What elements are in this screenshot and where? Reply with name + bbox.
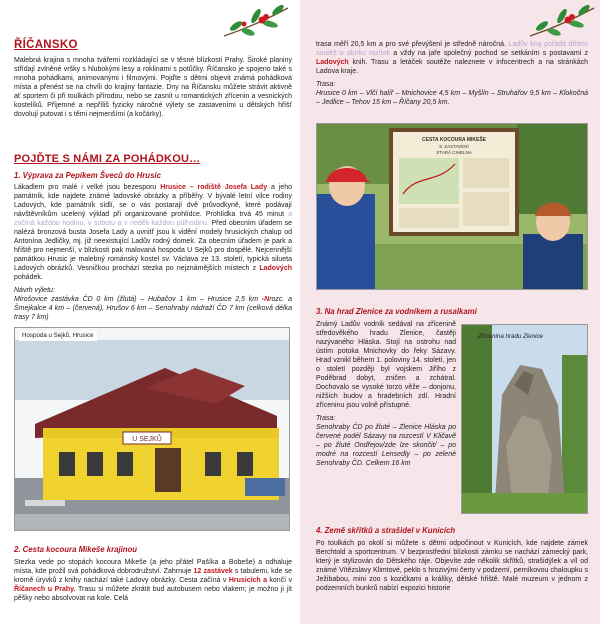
section-1-heading: 1. Výprava za Pepíkem Šveců do Hrusic: [14, 171, 161, 180]
intro-paragraph: Malebná krajina s mnoha tvářemi rozkládající se v těsné blízkosti Prahy. Široké planiny střídají zvlněné vršky s hlubokými lesy a roklinami s potůčky. Říčansko je spojeno také s mnoha pohádkami, animovanými i filmovými. Pojďte s dětmi objevit známá pohádková místa a přenést se na chvíli do krajiny fantazie. Dny na Říčansku můžete strávit aktivně ať sportem či při toulkách přírodou, nebo se zasnít u romantických zřícenin a vesnických kostelíků. Příjemné a nepříliš fyzicky náročné výlety se zastaveními u dětských hřišť dovolují putovat i s těmi nejmenšími (a kočárky).: [14, 57, 292, 119]
photo-zlenice: [461, 324, 588, 514]
section-1: [14, 171, 292, 322]
section-1-text: Lákadlem pro malé i velké jsou bezesporu Hrusice – rodiště Josefa Lady a jeho památník, kde najdete známé ladovské obrázky a příběhy. V bývalé letní vilce rodiny Ladových, kde památník sídlí, se o vás postarají dvě průvodkyně, které podávají návštěvníkům ucelený výklad při organizované prohlídce. Prohlídka trvá 45 minut a začíná každou hodinu, v sobotu a v neděli každou půlhodinu. Před obecním úřadem se nalézá bronzová busta Josefa Lady a uvnitř jsou k vidění modely hrusických chalup od Antonína Jedličky, mj. již neexistující Ladův rodný domek. Za obecním úřadem je park a hřiště pro nejmenší, v blízkosti pak malovaná hospoda U Sejků pro dospělé. Nejcennější památkou Hrusic je malebný románský kostel sv. Václava ze 13. století, typická silueta Ladových obrázků. Vesničkou prochází stezka po nejznámějších místech z Ladových pohádek.: [14, 184, 293, 282]
photo2-sign-sub: 8. ZASTAVENÍ: [439, 144, 469, 149]
section-3-route-label: Trasa:: [316, 415, 336, 423]
section-4-heading: 4. Země skřítků a strašidel v Kunicích: [316, 526, 456, 535]
photo-mikes-sign: [316, 123, 588, 290]
section-title: ŘÍČANSKO: [14, 39, 78, 51]
main-heading: POJĎTE S NÁMI ZA POHÁDKOU…: [14, 153, 201, 165]
zlenice-photo-image: [462, 325, 588, 514]
section-4-text: Po toulkách po okolí si můžete s dětmi odpočinout v Kunicích, kde najdete zámek Berchtold a sportcentrum. V bezprostřední blízkosti zámku se nachází zámecký park, který je stylizován do Dětského ráje. Objevíte zde několik skřítků, strašidýlek a víl od známé Vítězslavy Klimtové, peklo s hrozivými čerty v podzemí, perníkovou chaloupku s Ježibabou, mini zoo s kozičkami a králíky, dětské hřiště. Malé muzeum v jednom z podzemních bunkrů nabízí expozici historie: [316, 540, 588, 593]
hospoda-photo-image: [15, 328, 290, 531]
section-1-route: Mirošovice zastávka ČD 0 km (žlutá) – Hubačov 1 km – Hrusice 2,5 km -Nrozc. a Šmejkalce 4 km – (červená), Hrušov 6 km – Senohraby nádraží ČD 7 km (celková délka trasy 7 km): [14, 296, 292, 322]
section-2-continued: [316, 40, 588, 107]
holly-sprig-icon: [528, 2, 598, 40]
section-1-route-label: Návrh výletu:: [14, 287, 55, 295]
mikes-sign-photo-image: [317, 124, 588, 290]
section-2: [14, 545, 292, 603]
section-3-text: Známý Ladův vodník sedával na zřícenině středověkého hradu Zlenice, častěji nazývaného Hláska. Stojí na ostrohu nad ústím potoka Mnichovky do řeky Sázavy. Hrad vznikl během 1. poloviny 14. století, jen o století později byl vojskem Jiřího z Poděbrad dobyt, zničen a zchátral. Dochovalo se vysoké torzo věže – donjonu, nižších budov a hradebních zdí. Hradní zříceninu jsou volně přístupné.: [316, 321, 456, 410]
photo1-caption: Hospoda u Sejků, Hrusice: [19, 331, 97, 341]
section-3-route: Senohraby ČD po žluté – Zlenice Hláska po červené podél Sázavy na rozcestí V Kličavě – po žluté Ondřejov/zde lze skončit/ – po modré na rozcestí Lensedly – po zelené Senohraby ČD. Celkem 16 km: [316, 424, 456, 468]
photo1-sign: U SEJKŮ: [132, 436, 162, 443]
photo2-sign-title: CESTA KOCOURA MIKEŠE: [422, 137, 486, 143]
photo2-sign-sub2: STARÁ CIHELNA: [436, 150, 472, 155]
section-2-route: Hrusice 0 km – Vlčí halíř – Mnichovice 4,5 km – Myšlín – Struhařov 9,5 km – Klokočná – Jedlice – Tehov 15 km – Říčany 20,5 km.: [316, 90, 588, 107]
holly-sprig-icon: [222, 2, 292, 40]
section-4: [316, 526, 588, 593]
photo3-caption: Zřícenina hradu Zlenice: [478, 333, 544, 340]
section-2-route-label: Trasa:: [316, 81, 336, 89]
section-3: [316, 307, 477, 468]
section-2-text: Stezka vede po stopách kocoura Mikeše (a jeho přátel Pašíka a Bobeše) a odhaluje místa, kde prožil svá pohádková dobrodružství. Zahrnuje 12 zastávek s tabulemi, kde se kromě úryvků z knihy nachází také Ladovy obrázky. Cesta začíná v Hrusicích a končí v Říčanech u Prahy. Trasu si můžete zkrátit bud autobusem nebo vlakem; je možno ji jít pěšky nebo absolvovat na kole. Celá: [14, 559, 293, 603]
section-2-heading: 2. Cesta kocoura Mikeše krajinou: [14, 545, 138, 554]
section-2-continued-text: trasa měří 20,5 km a pro své převýšení je středně náročná. Ladův kraj pořádá dětem soutěž o sbírku razítek a vždy na jaře společný pochod se setkáním s postavami z Ladových knih. Trasu a letáček soutěže naleznete v infocentrech a na stránkách Ladova kraje.: [316, 41, 589, 76]
photo-hospoda: [14, 327, 290, 531]
section-3-heading: 3. Na hrad Zlenice za vodníkem a rusalkami: [316, 307, 477, 316]
